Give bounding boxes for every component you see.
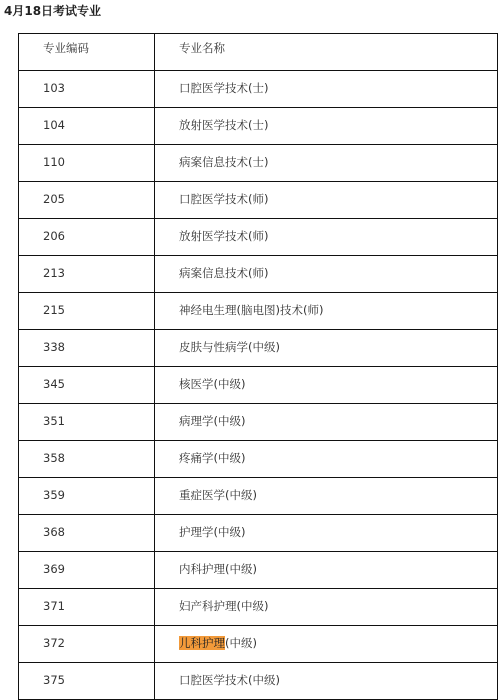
major-name: 放射医学技术(士) [155,108,498,145]
header-cell-name: 专业名称 [155,34,498,71]
major-name: 口腔医学技术(师) [155,182,498,219]
table-row [19,626,498,663]
major-name: 内科护理(中级) [155,552,498,589]
major-name: 疼痛学(中级) [155,441,498,478]
major-code: 213 [19,256,155,293]
major-name: 神经电生理(脑电图)技术(师) [155,293,498,330]
major-code: 351 [19,404,155,441]
table-row [19,108,498,145]
major-name: 护理学(中级) [155,515,498,552]
table-row [19,367,498,404]
major-name: 核医学(中级) [155,367,498,404]
table-row [19,478,498,515]
table-row [19,404,498,441]
major-name: 病案信息技术(士) [155,145,498,182]
table-row [19,293,498,330]
table-row [19,256,498,293]
highlighted-text: 儿科护理 [179,636,225,650]
major-name-suffix: (中级) [225,636,257,650]
major-code: 371 [19,589,155,626]
page-heading: 4月18日考试专业 [4,4,102,18]
major-code: 104 [19,108,155,145]
major-code: 206 [19,219,155,256]
major-code: 205 [19,182,155,219]
table-row [19,182,498,219]
major-name: 皮肤与性病学(中级) [155,330,498,367]
major-name: 口腔医学技术(中级) [155,663,498,700]
table-row [19,663,498,700]
major-name: 病理学(中级) [155,404,498,441]
header-cell-code: 专业编码 [19,34,155,71]
table-row [19,219,498,256]
table-row [19,441,498,478]
table-row [19,71,498,108]
table-row [19,515,498,552]
major-code: 369 [19,552,155,589]
table-row [19,330,498,367]
major-name [155,626,498,663]
major-code: 215 [19,293,155,330]
major-name: 放射医学技术(师) [155,219,498,256]
major-code: 110 [19,145,155,182]
major-code: 375 [19,663,155,700]
major-name: 妇产科护理(中级) [155,589,498,626]
major-code: 103 [19,71,155,108]
major-code: 345 [19,367,155,404]
majors-table [18,33,498,700]
table-row [19,145,498,182]
major-code: 338 [19,330,155,367]
major-code: 359 [19,478,155,515]
major-name: 口腔医学技术(士) [155,71,498,108]
major-name: 病案信息技术(师) [155,256,498,293]
major-code: 358 [19,441,155,478]
table-row [19,552,498,589]
major-code: 368 [19,515,155,552]
major-code: 372 [19,626,155,663]
major-name: 重症医学(中级) [155,478,498,515]
table-row [19,589,498,626]
table-header-row [19,34,498,71]
